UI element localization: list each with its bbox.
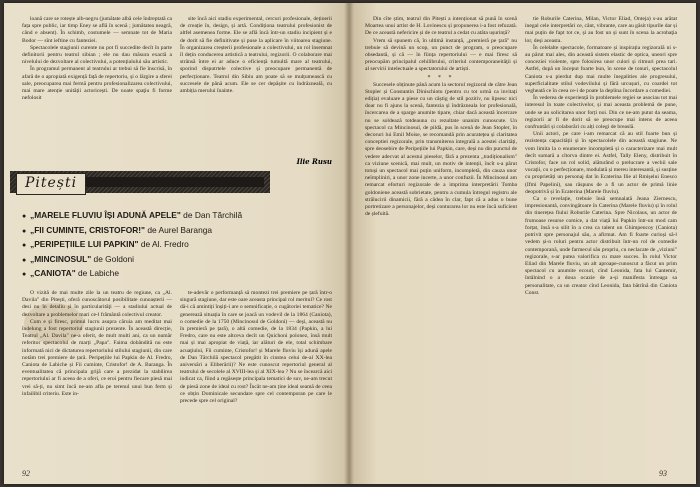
book-spread — [4, 3, 696, 484]
play-title: „PERIPEȚIILE LUI PAPKIN" — [30, 239, 139, 249]
left-column1-bottom — [22, 290, 172, 460]
repertoire-item — [22, 223, 342, 238]
paragraph: O vizită de mai multe zile la un teatru de regiune, ca „Al. Davila" din Pitești, oferă cunoscătorul posibilitate cunoașterii — desi nu în detaliu și în particularităţi — a stadiului actual de dezvoltare a problemelor mari ce-l frământă colectivul creator. — [22, 290, 172, 318]
right-column2 — [525, 16, 677, 462]
paragraph: În vederea de experiență în problemele regiei se asociau tot mai interesul în toate colectivelor, și mai aceasta problemă de pune, unde se au solicitarea unor forți noi. Din ce ne-am putut da seama, regizorii ar fi de dorit să se preocupe mai intens de aceea confruntări și colaborări cu alți colegi de breaslă. — [525, 95, 677, 131]
play-author: de Al. Fredro — [138, 239, 189, 249]
paragraph: Succesele obținute până acum la sectorul regizoral de către Jean Stopler și Constantin Dinischiotu (pentru cu tot urmă ca invitați ediția) evaluare a piese cu un câștig de stil pozitiv, nu lipsesc nici doar nu fi ajuns la scenă, fantezia și îndrăzneala lor profesională, încercarea de a sparge anumite tipare, chiar dacă această încercare nu se soldează totdeauna cu rezultate unanim cunoscute. Un spectacol ca Mincinosul, de pildă, pus în scenă de Jean Stopler, în decoruri lui Emil Moise, se recomandă prin acuratețea și claritatea conceptiei regizorale, prin transmiterea integrală a acestei clarități, spre deosebire de Peripețiile lui Papkin, care, deși nu din punctul de vedere adecvat al acestui pieselor, fără a prezenta „tradiționalism" ca viziune scenică, mai mult, un motiv de intenții, încît s-a părut totuși un spectacol mai puțin uniform, incompletă, din cauza unor neîmpliniri, a unor zone incerte, a unor confuzii. În Mincinosul am remarcat eforturi regizorale de a imprima interpretării Tomba goldoniene această sobrietate, pentru a cumula întregul registru ale strălucirii dinamicii, fără a cădea în clar, fapt că a adus o bune portretizare a personajelor, deși conturarea lor nu este încă suficient de șlefuită. — [365, 81, 517, 218]
bullet-icon: ● — [22, 227, 27, 235]
repertoire-item — [22, 208, 342, 223]
right-column1 — [365, 16, 517, 462]
repertoire-list — [22, 208, 342, 281]
page-number: 93 — [659, 469, 667, 478]
play-author: de Aurel Baranga — [145, 224, 213, 235]
play-author: de Goldoni — [91, 253, 135, 264]
paragraph: tie Roburile Caterina, Milan, Victor Eliad, Onteja) s-au arătat inegal cele interpretări ce, cânt, vibrante, care au găsit tipurile dar și mai puțin de fapt tot ce, și au fost un și sunt în scena la acrobaţia lor, deși aceasta. — [525, 16, 677, 44]
paragraph: Ca o revelație, trebuie însă semnalată Jeana Ziernescu, impresionantă, convingătoare în Caterina (Marele fluviu) și în rolul din tinerețea fiului Roburile Caterina. Spre Nicolaus, un actor de frumoase resurse comice, a dat viață lui Papkin într-un mod cam forțat, însă s-a silit în a crea ca talent un Ghimpencoy (Caniota) potrivit spre personajul său, a afirmat. Am fi foarte curioși să-l vedem și-n roluri pentru actor distribuit într-un rol de comedie contemporană, unde farmecul său propriu, cu neclacate de „viziuni" regizorale, s-ar putea valorifica cu mare succes. În rolul Victor Eliad din Marele fluviu, un alt aproape-cunoscut a făcut un prim spectacol cu anumite ecouri, cînd Leonida, fata lui Cantemir, întâlnind o a doua ocazie de a-și manifesta întreaga sa personalitate, ca un creator cînd Leonida, fata bătrînă din Caniota Const. — [525, 196, 677, 296]
page-number: 92 — [22, 469, 30, 478]
left-column2-bottom — [180, 290, 332, 460]
section-title: Pitești — [16, 173, 86, 195]
repertoire-item — [22, 266, 342, 281]
repertoire-item — [22, 252, 342, 267]
section-separator: * * * — [427, 74, 455, 81]
play-title: „MINCINOSUL" — [30, 253, 92, 264]
paragraph: Cum e și firesc, primul lucru asupra căruia am meditat mai îndelung a fost repertoriul stagiunii prezente. În această direcție, Teatrul „Al. Davila" ne-a oferit, de mult multi ani, ca un număr referitor spectacolul de marți „Papa". Faima dobândită nu este informată nici de dictaturea repertoriului stilului stagiunii, din care notăm trei premiere de țară. Peripețiile lui Papkin de Al. Fredro, Caniota de Labiche și Fii cuminte, Cristofor! de A. Baranga. În eventualitatea că principala grijă care a prezidat la stabilirea repertoriului ar fi aceea de a oferi, ce eroi pentru fiecare piesă mai vrei să-ți, nu simt încă ne-am afla pe terenul unui bun ferm și infailibil criteriu. Este in- — [22, 318, 172, 397]
bullet-icon: ● — [22, 256, 27, 264]
paragraph: te-adevăr o performanță să montezi trei premiere pe țară într-o singură stagiune, dar este oare aceasta principal rol meritul? Ce rost dă-i că amintiți înșiți-i are o semnificație, o cugătoriei tematice? Ne generează situația în care se joacă un vodevil de la 1864 (Caniota), o comedie de la 1750 (Mincinosul de Goldoni) — deşi, această nu în premieră pe țară), o altă comedie, de la 1834 (Papkin, a lui Fredro, care nu este altceva decît un Quichoni polonez, însă mult mai și mai apropiat de viață, iar alături de ele, total schimbare acuaţiului, Fii cuminte, Cristofor! și Marele fluviu își adună apele de Dan Tărchilă spectacol pregătit în cinstea celui de-al XX-lea aniversări a Eliberării)? Ne este cunoscut repertoriul general al teatrului de secolele al XVIII-lea și al XIX-lea ? Nu se încearcă aici indicat ca, fiind a regăsește principala tematici de suv, ne-am trecut de piesă zone de ideal cu rost? Încât ne-am ține ideal seamă de ceea ce obțin Dominicale secundare spre cel contemporan pe care le precede spre cel original? — [180, 290, 332, 405]
play-title: „MARELE FLUVIU ÎȘI ADUNĂ APELE" — [30, 210, 181, 220]
paragraph: Din cîte știm, teatrul din Pitești a intenționat să pună în scenă Moartea unui artist de H. Lovinescu și propunerea i-a fost refuzată. De ce această nefericire și de ce teatrul a cedat cu atâta ușurință? — [365, 16, 517, 37]
play-author: de Dan Tărchilă — [180, 210, 243, 220]
author-signature: Ilie Rusu — [296, 157, 332, 166]
paragraph: site încă aici stadiu experimental, cercuri profesionale, deținerii de creație în, design, și artă. Condiționa teatrului profesionist de altfel asemenea forme. Ele se află încă într-un stadiu incipient și e de dorit să fie definitivate și puse la aplicare în viitoarea stagiune. În organizarea creșterii profesionale a colectivului, un rol însemnat îl dețin conducerea artistică a teatrului, regizorii. O colaborare mai strânsă între ei ar aduce o eficiență tumultă mare al teatrului, sporind disputrtele colective și preocupare permanentă de perfecționare. Teatrul din Sibiu am poate să se mulțumească cu succesele de până acum. Ele se cer depășite cu îndrăzneală, cu ambiția merului înainte. — [180, 16, 332, 95]
bullet-icon: ● — [22, 242, 27, 249]
book-gutter — [344, 3, 354, 484]
bullet-icon: ● — [22, 213, 27, 220]
repertoire-item — [22, 237, 342, 252]
left-page — [4, 3, 349, 484]
paragraph: În programul permanent al teatrului ar trebui să fie înscrisă, în afară de o apropiată exigență față de repertoriu, și o lărgire a sferei sale, preocuparea mai fermă pentru profesionalizarea colectivului, mai mare atenție unității actoricești. De noate spaţiu fi forme nefolosit — [22, 66, 172, 102]
left-column1-top — [22, 16, 172, 164]
paragraph: În celelalte spectacole, formatoare și inspirația regizorală ni s-au părut mai ales, din această sistem elastic de optica, uneori spre conceziei violente, spre folosirea unor culori și ritmuri prea tari. Astfel, după un început foarte bun, în scene de tonuri, spectacolul Caniota s-a pierdut dup mai multe înegalities ale progresului, superficialitate stilul vodevilului și fără urcușuri, cu coardei tot vegheată ce în ceea ce-i de poate la deplina încordare a comediei. — [525, 44, 677, 95]
play-title: „FII CUMINTE, CRISTOFOR!" — [30, 224, 146, 235]
right-page — [349, 3, 696, 484]
play-title: „CANIOTA" — [30, 268, 76, 278]
paragraph: Spectacolele stagiunii curente nu pot fi succedite decît în parte definitorii pentru teatrul sibian ; ele nu dau măsura exactă a nivelului de dezvoltare al colectivului, a potențialului său artistic. — [22, 44, 172, 66]
play-author: de Labiche — [75, 268, 119, 278]
bullet-icon: ● — [22, 271, 27, 278]
paragraph: Unii actori, pe care i-am remarcat că au stil foarte bun și rezistența capacității și în spectacolele din această stagiune. Ne vom limita la o enumerare incompletă și o caracterizare mai mult decît sumară a cîtorva dintre ei. Astfel, Tally Eleny, distribuit în Cristofor, face un rol solid, alăturând o prelucrare a vechii sale vocații, cu o perfecționare, modulată și mereu interesantă, și susține cu proprietăți un personaj dat în Ecaterina Ilie al Rmișelui Enesco (Ifmi Papelini), sau răspuns de a fi un actor de primă linie deopotrivă și în Ecaterina (Marele fluviu). — [525, 131, 677, 195]
paragraph: Vrem să spunem că, în ultimă instanță, „premieră pe țară" nu trebuie să devină un scop, un punct de program, o preocupare obsedantă, și că — în ființa repertoriului — e mai firesc să preocupăm principalul cehilibrului, criteriul contemporaneităţii și al servirii intelectuale a spectatorului de artiști. — [365, 37, 517, 73]
left-column2-top — [180, 16, 332, 144]
paragraph: loană care se rotește alb-negru (jumătate albă cele îndreptată ca fața spre public, iar timp Eney se află în scenă ; jumătatea neagră, când e absent). În schimb, costumele — semnate tot de Maria Bodor — sînt ieftine cu fanteziei. — [22, 16, 172, 44]
